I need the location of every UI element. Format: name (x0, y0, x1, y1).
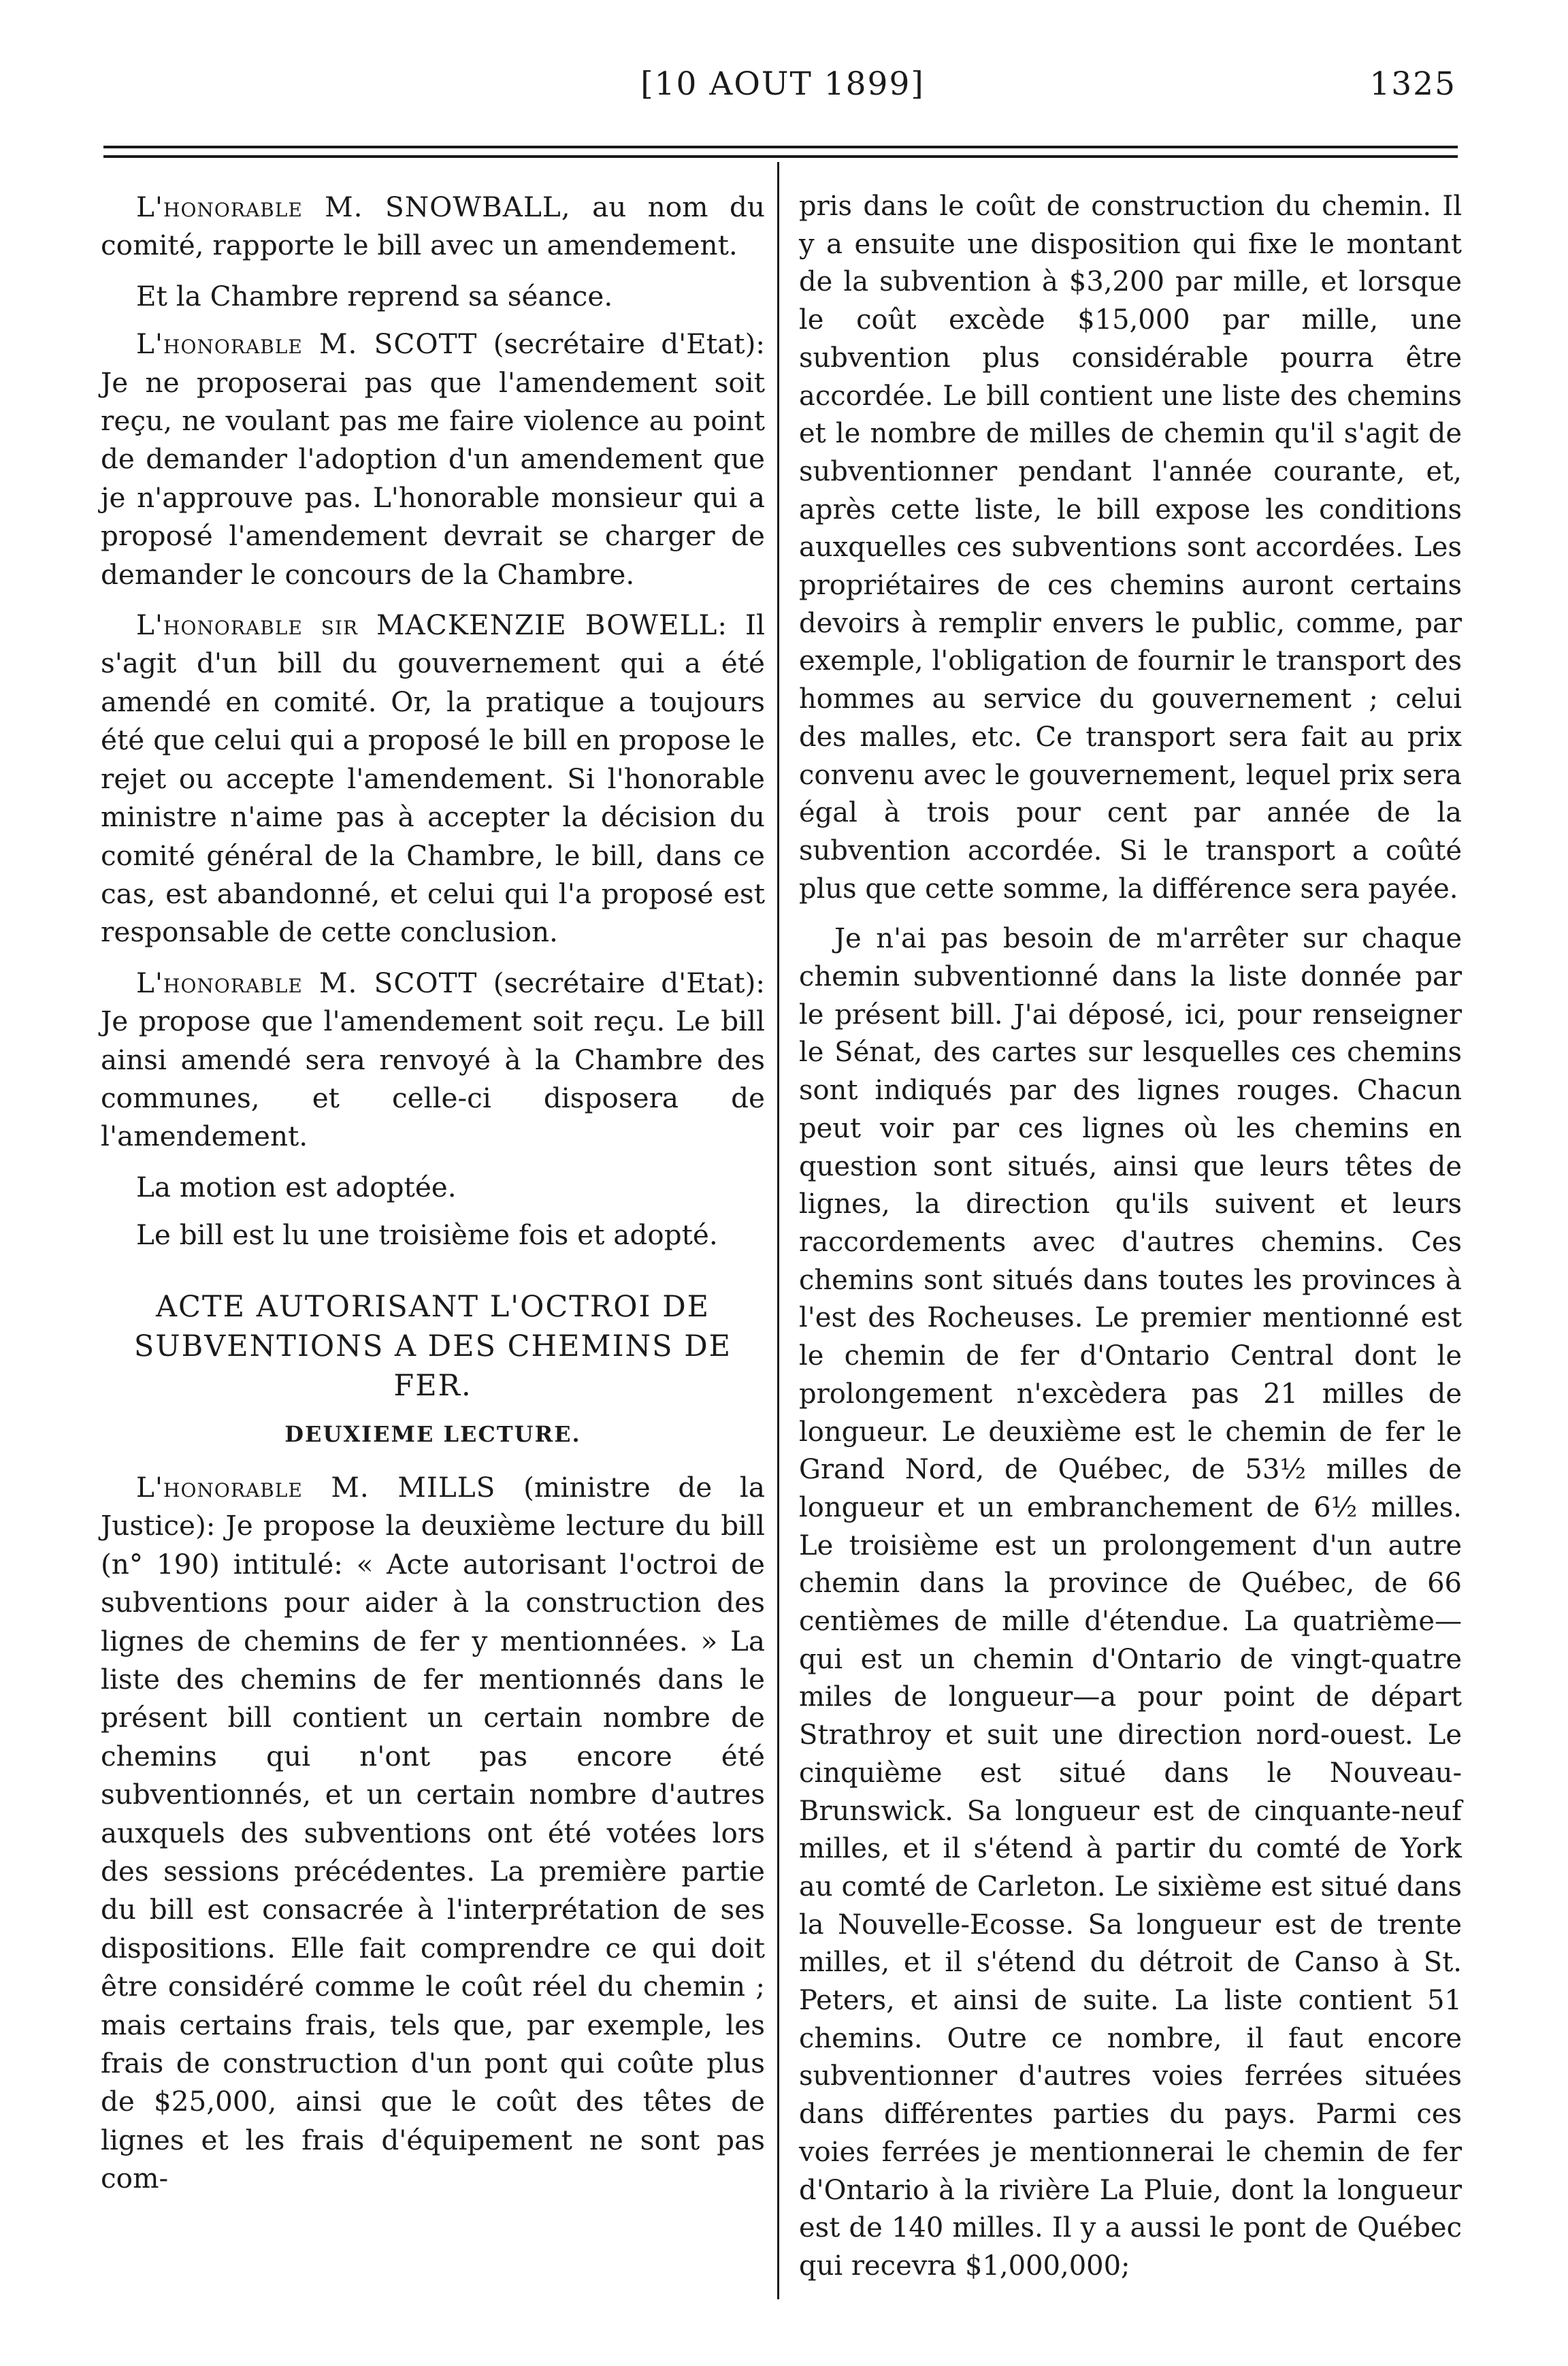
column-divider (777, 162, 779, 2299)
section-title: ACTE AUTORISANT L'OCTROI DE SUBVENTIONS A DES CHEMINS DE FER. (133, 1289, 732, 1403)
paragraph-text: (ministre de la Justice): Je propose la deuxième lecture du bill (n° 190) intitulé: « Acte autorisant l'octroi de subventions pour aider à la construction des lignes de chemins de fer y mentionnées. » La liste des chemins de fer mentionnés dans le présent bill contient un certain nombre de chemins qui n'ont pas encore été subventionnés, et un certain nombre d'autres auxquels des subventions ont été votées lors des sessions précédentes. La première partie du bill est consacrée à l'interprétation de ses dispositions. Elle fait comprendre ce qui doit être considéré comme le coût réel du chemin ; mais certains frais, tels que, par exemple, les frais de construction d'un pont qui coûte plus de $25,000, ainsi que le coût des têtes de lignes et les frais d'équipement ne sont pas com- (101, 1470, 765, 2195)
speaker-name: L'honorable M. MILLS (136, 1470, 496, 1504)
speaker-name: L'honorable M. SCOTT (136, 966, 478, 999)
page-number: 1325 (1369, 65, 1456, 103)
paragraph: pris dans le coût de construction du chemin. Il y a ensuite une disposition qui fixe le montant de la subvention à $3,200 par mille, et lorsque le coût excède $15,000 par mille, une subvention plus considérable pourra être accordée. Le bill contient une liste des chemins et le nombre de milles de chemin qu'il s'agit de subventionner pendant l'année courante, et, après cette liste, le bill expose les conditions auxquelles ces subventions sont accordées. Les propriétaires de ces chemins auront certains devoirs à remplir envers le public, comme, par exemple, l'obligation de fournir le transport des hommes au service du gouvernement ; celui des malles, etc. Ce transport sera fait au prix convenu avec le gouvernement, lequel prix sera égal à trois pour cent par année de la subvention accordée. Si le transport a coûté plus que cette somme, la différence sera payée. (799, 191, 1462, 905)
page-header (0, 0, 1568, 136)
speaker-name: L'honorable M. SCOTT (136, 327, 478, 361)
paragraph-text: (secrétaire d'Etat): Je ne proposerai pas que l'amendement soit reçu, ne voulant pas me faire violence au point de demander l'adoption d'un amendement que je n'approuve pas. L'honorable monsieur qui a proposé l'amendement devrait se charger de demander le concours de la Chambre. (101, 327, 766, 591)
left-column (101, 188, 765, 2210)
paragraph-text: au nom du comité, rapporte le bill avec un amendement. (101, 191, 766, 262)
paragraph (101, 1468, 765, 2198)
right-column (799, 188, 1462, 2298)
paragraph (101, 325, 765, 594)
paragraph (101, 964, 765, 1156)
speaker-name: L'honorable sir MACKENZIE BOWELL: (136, 609, 728, 642)
section-subtitle: DEUXIEME LECTURE. (284, 1421, 581, 1447)
header-date: [10 AOUT 1899] (640, 65, 925, 103)
paragraph: La motion est adoptée. (136, 1170, 457, 1203)
paragraph: Le bill est lu une troisième fois et adopté. (136, 1218, 718, 1252)
header-rule-bottom (103, 155, 1458, 158)
paragraph-text: Il s'agit d'un bill du gouvernement qui a été amendé en comité. Or, la pratique a toujours été que celui qui a proposé le bill en propose le rejet ou accepte l'amendement. Si l'honorable ministre n'aime pas à accepter la décision du comité général de la Chambre, le bill, dans ce cas, est abandonné, et celui qui l'a proposé est responsable de cette conclusion. (101, 609, 765, 949)
paragraph-text: (secrétaire d'Etat): Je propose que l'amendement soit reçu. Le bill ainsi amendé sera renvoyé à la Chambre des communes, et celle-ci disposera de l'amendement. (101, 966, 766, 1153)
paragraph (101, 188, 765, 265)
paragraph: Et la Chambre reprend sa séance. (136, 279, 613, 312)
speaker-name: L'honorable M. SNOWBALL, (136, 191, 571, 223)
paragraph: Je n'ai pas besoin de m'arrêter sur chaque chemin subventionné dans la liste donnée par le présent bill. J'ai déposé, ici, pour renseigner le Sénat, des cartes sur lesquelles ces chemins sont indiqués par des lignes rouges. Chacun peut voir par ces lignes où les chemins en question sont situés, ainsi que leurs têtes de lignes, la direction qu'ils suivent et leurs raccordements avec d'autres chemins. Ces chemins sont situés dans toutes les provinces à l'est des Rocheuses. Le premier mentionné est le chemin de fer d'Ontario Central dont le prolongement n'excèdera pas 21 milles de longueur. Le deuxième est le chemin de fer le Grand Nord, de Québec, de 53½ milles de longueur et un embranchement de 6½ milles. Le troisième est un prolongement d'un autre chemin dans la province de Québec, de 66 centièmes de mille d'étendue. La quatrième—qui est un chemin d'Ontario de vingt-quatre miles de longueur—a pour point de départ Strathroy et suit une direction nord-ouest. Le cinquième est situé dans le Nouveau-Brunswick. Sa longueur est de cinquante-neuf milles, et il s'étend à partir du comté de York au comté de Carleton. Le sixième est situé dans la Nouvelle-Ecosse. Sa longueur est de trente milles, et il s'étend du détroit de Canso à St. Peters, et ainsi de suite. La liste contient 51 chemins. Outre ce nombre, il faut encore subventionner d'autres voies ferrées situées dans différentes parties du pays. Parmi ces voies ferrées je mentionnerai le chemin de fer d'Ontario à la rivière La Pluie, dont la longueur est de 140 milles. Il y a aussi le pont de Québec qui recevra $1,000,000; (799, 923, 1462, 2282)
header-rule-top (103, 146, 1458, 148)
paragraph (101, 606, 765, 952)
